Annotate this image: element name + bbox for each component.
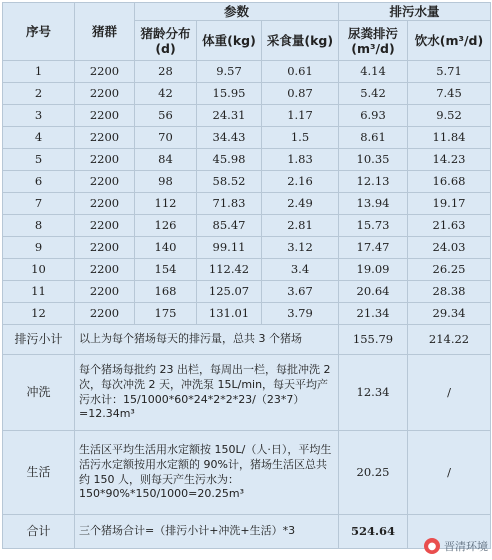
cell-drink: 14.23	[408, 149, 491, 171]
table-body	[3, 61, 491, 325]
cell-manure: 4.14	[339, 61, 408, 83]
total-desc: 三个猪场合计=（排污小计+冲洗+生活）*3	[75, 515, 339, 549]
cell-age: 112	[135, 193, 197, 215]
header-drain-group: 排污水量	[339, 3, 491, 21]
cell-age: 126	[135, 215, 197, 237]
subtotal-manure: 155.79	[339, 325, 408, 355]
cell-weight: 15.95	[197, 83, 262, 105]
life-manure: 20.25	[339, 431, 408, 515]
cell-age: 84	[135, 149, 197, 171]
total-label: 合计	[3, 515, 75, 549]
cell-weight: 58.52	[197, 171, 262, 193]
cell-herd: 2200	[75, 215, 135, 237]
cell-drink: 9.52	[408, 105, 491, 127]
cell-feed: 0.87	[262, 83, 339, 105]
cell-seq: 3	[3, 105, 75, 127]
cell-herd: 2200	[75, 105, 135, 127]
cell-herd: 2200	[75, 281, 135, 303]
cell-weight: 125.07	[197, 281, 262, 303]
cell-manure: 21.34	[339, 303, 408, 325]
cell-herd: 2200	[75, 259, 135, 281]
cell-feed: 1.83	[262, 149, 339, 171]
cell-drink: 7.45	[408, 83, 491, 105]
cell-feed: 3.67	[262, 281, 339, 303]
cell-age: 98	[135, 171, 197, 193]
cell-drink: 21.63	[408, 215, 491, 237]
cell-manure: 8.61	[339, 127, 408, 149]
cell-feed: 1.5	[262, 127, 339, 149]
cell-manure: 20.64	[339, 281, 408, 303]
cell-herd: 2200	[75, 193, 135, 215]
table-row	[3, 171, 491, 193]
table-row	[3, 259, 491, 281]
cell-drink: 24.03	[408, 237, 491, 259]
cell-drink: 11.84	[408, 127, 491, 149]
cell-seq: 7	[3, 193, 75, 215]
watermark-text: 晋清环境	[444, 540, 488, 553]
cell-manure: 5.42	[339, 83, 408, 105]
cell-manure: 10.35	[339, 149, 408, 171]
cell-seq: 12	[3, 303, 75, 325]
cell-weight: 85.47	[197, 215, 262, 237]
table-row	[3, 237, 491, 259]
cell-manure: 12.13	[339, 171, 408, 193]
watermark	[424, 538, 488, 554]
table-row	[3, 83, 491, 105]
cell-weight: 131.01	[197, 303, 262, 325]
life-desc: 生活区平均生活用水定额按 150L/（人·日），平均生活污水定额按用水定额的 90%计，猪场生活区总共约 150 人，则每天产生污水为：150*90%*150/1000=20.25m³	[75, 431, 339, 515]
cell-age: 168	[135, 281, 197, 303]
subtotal-desc: 以上为每个猪场每天的排污量，总共 3 个猪场	[75, 325, 339, 355]
cell-feed: 2.81	[262, 215, 339, 237]
cell-age: 154	[135, 259, 197, 281]
cell-seq: 9	[3, 237, 75, 259]
wechat-logo-icon: ●	[424, 538, 440, 554]
header-seq: 序号	[3, 3, 75, 61]
header-drink: 饮水(m³/d)	[408, 21, 491, 61]
cell-seq: 4	[3, 127, 75, 149]
cell-drink: 16.68	[408, 171, 491, 193]
header-weight: 体重(kg)	[197, 21, 262, 61]
cell-age: 140	[135, 237, 197, 259]
cell-weight: 45.98	[197, 149, 262, 171]
header-age: 猪龄分布(d)	[135, 21, 197, 61]
cell-drink: 26.25	[408, 259, 491, 281]
flush-drink: /	[408, 355, 491, 431]
total-manure: 524.64	[339, 515, 408, 549]
cell-seq: 6	[3, 171, 75, 193]
pig-farm-wastewater-table	[2, 2, 491, 549]
cell-manure: 19.09	[339, 259, 408, 281]
cell-herd: 2200	[75, 61, 135, 83]
cell-herd: 2200	[75, 149, 135, 171]
cell-feed: 2.16	[262, 171, 339, 193]
table-row	[3, 303, 491, 325]
cell-feed: 1.17	[262, 105, 339, 127]
cell-feed: 3.4	[262, 259, 339, 281]
subtotal-drink: 214.22	[408, 325, 491, 355]
cell-drink: 19.17	[408, 193, 491, 215]
life-drink: /	[408, 431, 491, 515]
cell-feed: 2.49	[262, 193, 339, 215]
table-row	[3, 281, 491, 303]
cell-weight: 112.42	[197, 259, 262, 281]
header-params: 参数	[135, 3, 339, 21]
cell-age: 28	[135, 61, 197, 83]
cell-seq: 1	[3, 61, 75, 83]
cell-feed: 0.61	[262, 61, 339, 83]
cell-weight: 71.83	[197, 193, 262, 215]
cell-age: 70	[135, 127, 197, 149]
cell-seq: 10	[3, 259, 75, 281]
cell-weight: 99.11	[197, 237, 262, 259]
cell-seq: 8	[3, 215, 75, 237]
table-row	[3, 193, 491, 215]
header-manure: 尿粪排污(m³/d)	[339, 21, 408, 61]
cell-age: 175	[135, 303, 197, 325]
cell-drink: 5.71	[408, 61, 491, 83]
cell-herd: 2200	[75, 83, 135, 105]
cell-weight: 24.31	[197, 105, 262, 127]
cell-age: 42	[135, 83, 197, 105]
cell-age: 56	[135, 105, 197, 127]
cell-drink: 29.34	[408, 303, 491, 325]
table-row	[3, 105, 491, 127]
subtotal-label: 排污小计	[3, 325, 75, 355]
header-feed: 采食量(kg)	[262, 21, 339, 61]
cell-manure: 17.47	[339, 237, 408, 259]
cell-herd: 2200	[75, 237, 135, 259]
flush-desc: 每个猪场每批约 23 出栏，每周出一栏，每批冲洗 2 次，每次冲洗 2 天，冲洗泵 15L/min，每天平均产污水计：15/1000*60*24*2*2*23/（23*7）=12.34m³	[75, 355, 339, 431]
cell-herd: 2200	[75, 171, 135, 193]
cell-manure: 15.73	[339, 215, 408, 237]
cell-seq: 5	[3, 149, 75, 171]
header-herd: 猪群	[75, 3, 135, 61]
life-label: 生活	[3, 431, 75, 515]
table-row	[3, 149, 491, 171]
cell-herd: 2200	[75, 127, 135, 149]
flush-manure: 12.34	[339, 355, 408, 431]
cell-herd: 2200	[75, 303, 135, 325]
cell-seq: 11	[3, 281, 75, 303]
cell-weight: 9.57	[197, 61, 262, 83]
table-row	[3, 61, 491, 83]
cell-weight: 34.43	[197, 127, 262, 149]
cell-drink: 28.38	[408, 281, 491, 303]
cell-manure: 6.93	[339, 105, 408, 127]
cell-feed: 3.79	[262, 303, 339, 325]
table-row	[3, 127, 491, 149]
cell-manure: 13.94	[339, 193, 408, 215]
flush-label: 冲洗	[3, 355, 75, 431]
cell-feed: 3.12	[262, 237, 339, 259]
table-row	[3, 215, 491, 237]
cell-seq: 2	[3, 83, 75, 105]
